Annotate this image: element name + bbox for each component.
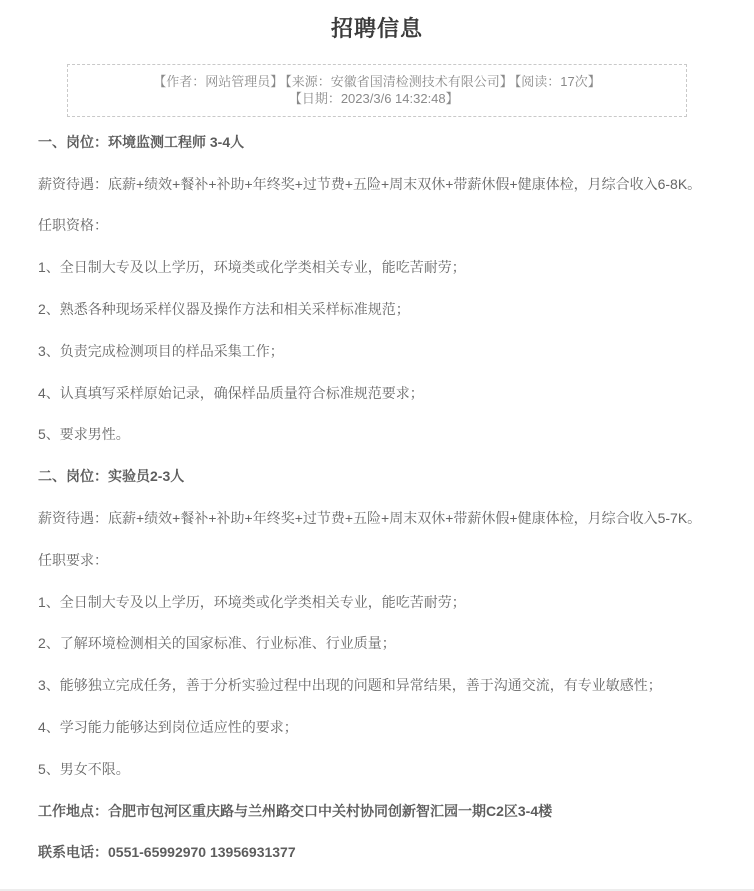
job2-item-3: 3、能够独立完成任务，善于分析实验过程中出现的问题和异常结果，善于沟通交流，有专业敏感性； [38, 677, 662, 694]
meta-author: 【作者：网站管理员】 [153, 74, 284, 90]
job1-qualifications-label: 任职资格： [38, 217, 108, 234]
job1-item-1: 1、全日制大专及以上学历，环境类或化学类相关专业，能吃苦耐劳； [38, 259, 466, 276]
job1-item-5: 5、要求男性。 [38, 426, 130, 443]
article-page [0, 16, 754, 891]
job2-item-2: 2、了解环境检测相关的国家标准、行业标准、行业质量； [38, 635, 396, 652]
job2-item-4: 4、学习能力能够达到岗位适应性的要求； [38, 719, 298, 736]
job2-salary: 薪资待遇：底薪+绩效+餐补+补助+年终奖+过节费+五险+周末双休+带薪休假+健康体检，月综合收入5-7K。 [38, 510, 702, 527]
job1-item-4: 4、认真填写采样原始记录，确保样品质量符合标准规范要求； [38, 384, 424, 401]
meta-source: 【来源：安徽省国清检测技术有限公司】 [285, 74, 513, 90]
work-location: 工作地点：合肥市包河区重庆路与兰州路交口中关村协同创新智汇园一期C2区3-4楼 [38, 802, 553, 819]
article-meta [67, 64, 687, 117]
job2-heading: 二、岗位：实验员2-3人 [38, 468, 185, 485]
meta-date: 【日期：2023/3/6 14:32:48】 [295, 90, 459, 106]
job2-item-1: 1、全日制大专及以上学历，环境类或化学类相关专业，能吃苦耐劳； [38, 593, 466, 610]
article-content [0, 134, 754, 861]
page-title: 招聘信息 [330, 16, 423, 41]
meta-views: 【阅读：17次】 [514, 74, 601, 90]
job2-requirements-label: 任职要求： [38, 551, 108, 568]
job2-item-5: 5、男女不限。 [38, 760, 130, 777]
job1-heading: 一、岗位：环境监测工程师 3-4人 [38, 133, 245, 150]
contact-phone: 联系电话：0551-65992970 13956931377 [38, 844, 296, 861]
job1-item-2: 2、熟悉各种现场采样仪器及操作方法和相关采样标准规范； [38, 301, 410, 318]
job1-item-3: 3、负责完成检测项目的样品采集工作； [38, 342, 284, 359]
job1-salary: 薪资待遇：底薪+绩效+餐补+补助+年终奖+过节费+五险+周末双休+带薪休假+健康体检，月综合收入6-8K。 [38, 175, 702, 192]
